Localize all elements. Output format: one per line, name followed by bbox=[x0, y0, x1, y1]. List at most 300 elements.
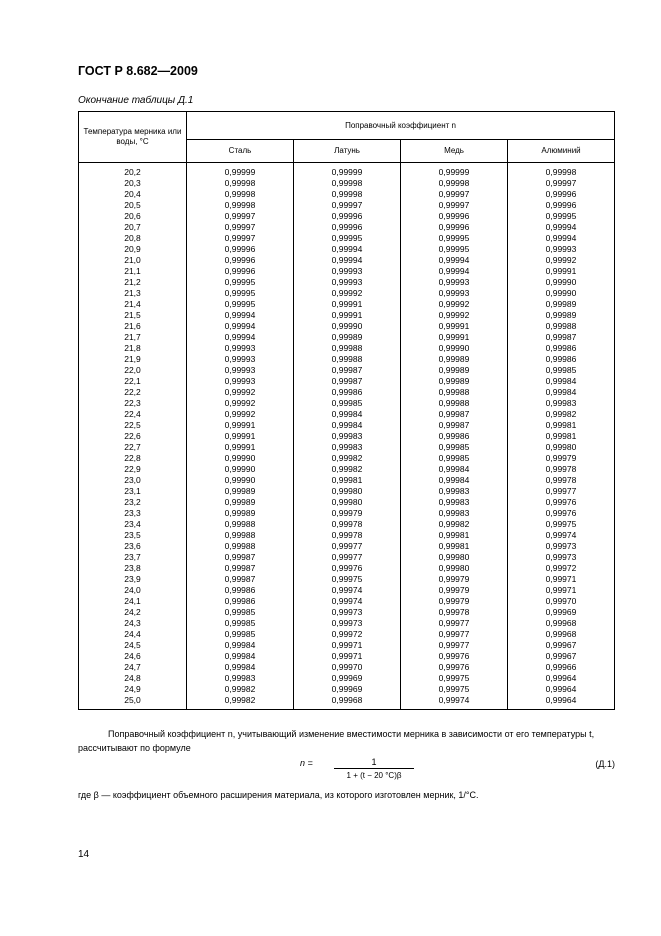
coefficient-cell: 0,99996 bbox=[187, 244, 294, 255]
coefficient-cell: 0,99981 bbox=[401, 530, 508, 541]
temperature-cell: 23,6 bbox=[79, 541, 187, 552]
coefficient-cell: 0,99989 bbox=[508, 310, 615, 321]
table-row bbox=[79, 442, 615, 453]
coefficient-cell: 0,99989 bbox=[508, 299, 615, 310]
coefficient-cell: 0,99989 bbox=[294, 332, 401, 343]
table-row bbox=[79, 310, 615, 321]
table-row bbox=[79, 178, 615, 189]
temperature-cell: 25,0 bbox=[79, 695, 187, 710]
coefficient-cell: 0,99984 bbox=[508, 376, 615, 387]
temperature-cell: 23,1 bbox=[79, 486, 187, 497]
coefficient-cell: 0,99975 bbox=[294, 574, 401, 585]
temperature-cell: 22,6 bbox=[79, 431, 187, 442]
coefficient-cell: 0,99979 bbox=[508, 453, 615, 464]
coefficient-cell: 0,99996 bbox=[401, 211, 508, 222]
coefficient-cell: 0,99989 bbox=[187, 486, 294, 497]
table-row bbox=[79, 629, 615, 640]
table-row bbox=[79, 343, 615, 354]
table-row bbox=[79, 607, 615, 618]
table-row bbox=[79, 563, 615, 574]
coefficient-cell: 0,99987 bbox=[401, 420, 508, 431]
table-row bbox=[79, 618, 615, 629]
coefficient-cell: 0,99987 bbox=[294, 376, 401, 387]
temperature-cell: 20,2 bbox=[79, 163, 187, 179]
column-header-aluminium: Алюминий bbox=[508, 139, 615, 162]
coefficient-cell: 0,99997 bbox=[508, 178, 615, 189]
coefficient-cell: 0,99988 bbox=[294, 343, 401, 354]
coefficient-cell: 0,99998 bbox=[187, 178, 294, 189]
coefficient-cell: 0,99996 bbox=[508, 200, 615, 211]
coefficient-cell: 0,99990 bbox=[187, 453, 294, 464]
coefficient-cell: 0,99978 bbox=[401, 607, 508, 618]
coefficient-cell: 0,99982 bbox=[508, 409, 615, 420]
coefficient-cell: 0,99972 bbox=[294, 629, 401, 640]
coefficient-cell: 0,99976 bbox=[401, 651, 508, 662]
table-row bbox=[79, 585, 615, 596]
coefficient-cell: 0,99977 bbox=[508, 486, 615, 497]
table-row bbox=[79, 695, 615, 710]
temperature-cell: 22,2 bbox=[79, 387, 187, 398]
temperature-cell: 21,2 bbox=[79, 277, 187, 288]
table-row bbox=[79, 651, 615, 662]
coefficient-cell: 0,99986 bbox=[187, 585, 294, 596]
coefficient-cell: 0,99971 bbox=[294, 640, 401, 651]
coefficient-cell: 0,99982 bbox=[294, 453, 401, 464]
table-row bbox=[79, 420, 615, 431]
coefficient-cell: 0,99993 bbox=[187, 343, 294, 354]
column-header-brass: Латунь bbox=[294, 139, 401, 162]
table-caption: Окончание таблицы Д.1 bbox=[78, 95, 194, 106]
temperature-cell: 22,4 bbox=[79, 409, 187, 420]
coefficient-cell: 0,99993 bbox=[401, 288, 508, 299]
coefficient-cell: 0,99980 bbox=[401, 563, 508, 574]
column-header-copper: Медь bbox=[401, 139, 508, 162]
column-header-temperature: Температура мерника или воды, °С bbox=[79, 112, 187, 163]
coefficient-cell: 0,99982 bbox=[294, 464, 401, 475]
table-row bbox=[79, 519, 615, 530]
coefficient-cell: 0,99989 bbox=[401, 376, 508, 387]
coefficient-cell: 0,99997 bbox=[187, 222, 294, 233]
coefficient-cell: 0,99986 bbox=[508, 343, 615, 354]
coefficient-cell: 0,99998 bbox=[508, 163, 615, 179]
coefficient-cell: 0,99968 bbox=[508, 618, 615, 629]
coefficient-cell: 0,99969 bbox=[508, 607, 615, 618]
coefficient-cell: 0,99996 bbox=[401, 222, 508, 233]
coefficient-cell: 0,99976 bbox=[508, 508, 615, 519]
coefficient-cell: 0,99971 bbox=[508, 585, 615, 596]
table-row bbox=[79, 497, 615, 508]
coefficient-cell: 0,99992 bbox=[187, 398, 294, 409]
coefficient-cell: 0,99984 bbox=[187, 640, 294, 651]
coefficient-cell: 0,99970 bbox=[508, 596, 615, 607]
coefficient-cell: 0,99997 bbox=[401, 200, 508, 211]
table-row bbox=[79, 288, 615, 299]
coefficient-cell: 0,99986 bbox=[401, 431, 508, 442]
coefficient-cell: 0,99987 bbox=[401, 409, 508, 420]
coefficient-cell: 0,99988 bbox=[401, 398, 508, 409]
coefficient-cell: 0,99971 bbox=[294, 651, 401, 662]
coefficient-cell: 0,99974 bbox=[294, 596, 401, 607]
coefficient-cell: 0,99979 bbox=[401, 585, 508, 596]
coefficient-cell: 0,99973 bbox=[508, 541, 615, 552]
coefficient-cell: 0,99989 bbox=[187, 508, 294, 519]
coefficient-cell: 0,99968 bbox=[294, 695, 401, 710]
coefficient-cell: 0,99992 bbox=[508, 255, 615, 266]
coefficient-cell: 0,99990 bbox=[401, 343, 508, 354]
coefficient-cell: 0,99979 bbox=[401, 574, 508, 585]
coefficient-cell: 0,99985 bbox=[401, 442, 508, 453]
coefficient-cell: 0,99985 bbox=[508, 365, 615, 376]
coefficient-cell: 0,99993 bbox=[187, 376, 294, 387]
coefficient-cell: 0,99993 bbox=[508, 244, 615, 255]
coefficient-cell: 0,99994 bbox=[187, 321, 294, 332]
coefficient-cell: 0,99968 bbox=[508, 629, 615, 640]
column-header-coefficient: Поправочный коэффициент n bbox=[187, 112, 615, 140]
coefficient-cell: 0,99989 bbox=[401, 354, 508, 365]
coefficient-cell: 0,99979 bbox=[294, 508, 401, 519]
coefficient-cell: 0,99967 bbox=[508, 640, 615, 651]
coefficient-cell: 0,99996 bbox=[187, 255, 294, 266]
coefficient-cell: 0,99996 bbox=[508, 189, 615, 200]
table-row bbox=[79, 163, 615, 179]
coefficient-cell: 0,99988 bbox=[401, 387, 508, 398]
coefficient-cell: 0,99982 bbox=[187, 695, 294, 710]
formula-intro-paragraph: Поправочный коэффициент n, учитывающий изменение вместимости мерника в зависимости от его температуры t, рассчитывают по формуле bbox=[78, 729, 595, 753]
page-number: 14 bbox=[78, 849, 90, 860]
coefficient-cell: 0,99978 bbox=[294, 530, 401, 541]
temperature-cell: 20,6 bbox=[79, 211, 187, 222]
temperature-cell: 22,1 bbox=[79, 376, 187, 387]
coefficient-cell: 0,99990 bbox=[508, 277, 615, 288]
coefficient-cell: 0,99989 bbox=[401, 365, 508, 376]
coefficient-cell: 0,99994 bbox=[508, 222, 615, 233]
coefficient-cell: 0,99999 bbox=[294, 163, 401, 179]
coefficient-cell: 0,99993 bbox=[294, 266, 401, 277]
coefficient-cell: 0,99985 bbox=[187, 618, 294, 629]
coefficient-cell: 0,99979 bbox=[401, 596, 508, 607]
temperature-cell: 22,8 bbox=[79, 453, 187, 464]
table-row bbox=[79, 541, 615, 552]
coefficient-cell: 0,99995 bbox=[401, 244, 508, 255]
coefficient-cell: 0,99999 bbox=[187, 163, 294, 179]
table-row bbox=[79, 530, 615, 541]
coefficient-cell: 0,99984 bbox=[294, 409, 401, 420]
temperature-cell: 24,8 bbox=[79, 673, 187, 684]
temperature-cell: 24,6 bbox=[79, 651, 187, 662]
table-row bbox=[79, 376, 615, 387]
coefficient-cell: 0,99996 bbox=[187, 266, 294, 277]
coefficient-cell: 0,99969 bbox=[294, 673, 401, 684]
table-row bbox=[79, 365, 615, 376]
coefficient-cell: 0,99996 bbox=[294, 211, 401, 222]
temperature-cell: 24,2 bbox=[79, 607, 187, 618]
coefficient-cell: 0,99993 bbox=[294, 277, 401, 288]
coefficient-cell: 0,99988 bbox=[508, 321, 615, 332]
coefficient-cell: 0,99970 bbox=[294, 662, 401, 673]
formula-fraction bbox=[334, 757, 414, 780]
temperature-cell: 20,9 bbox=[79, 244, 187, 255]
coefficient-cell: 0,99991 bbox=[508, 266, 615, 277]
table-row bbox=[79, 189, 615, 200]
coefficient-cell: 0,99992 bbox=[187, 409, 294, 420]
coefficient-cell: 0,99992 bbox=[401, 299, 508, 310]
temperature-cell: 21,5 bbox=[79, 310, 187, 321]
coefficient-cell: 0,99976 bbox=[294, 563, 401, 574]
coefficient-cell: 0,99985 bbox=[187, 629, 294, 640]
table-row bbox=[79, 299, 615, 310]
coefficient-cell: 0,99988 bbox=[187, 519, 294, 530]
coefficient-cell: 0,99985 bbox=[401, 453, 508, 464]
coefficient-cell: 0,99984 bbox=[187, 662, 294, 673]
coefficient-cell: 0,99990 bbox=[294, 321, 401, 332]
coefficient-cell: 0,99984 bbox=[187, 651, 294, 662]
temperature-cell: 22,0 bbox=[79, 365, 187, 376]
document-title: ГОСТ Р 8.682—2009 bbox=[78, 64, 198, 78]
temperature-cell: 21,8 bbox=[79, 343, 187, 354]
coefficient-cell: 0,99986 bbox=[508, 354, 615, 365]
table-row bbox=[79, 596, 615, 607]
coefficient-cell: 0,99967 bbox=[508, 651, 615, 662]
coefficient-cell: 0,99984 bbox=[401, 475, 508, 486]
coefficient-cell: 0,99971 bbox=[508, 574, 615, 585]
coefficient-cell: 0,99977 bbox=[294, 541, 401, 552]
coefficient-cell: 0,99964 bbox=[508, 695, 615, 710]
table-row bbox=[79, 486, 615, 497]
temperature-cell: 23,4 bbox=[79, 519, 187, 530]
coefficient-cell: 0,99996 bbox=[294, 222, 401, 233]
table-row bbox=[79, 431, 615, 442]
coefficient-cell: 0,99997 bbox=[187, 211, 294, 222]
temperature-cell: 21,3 bbox=[79, 288, 187, 299]
coefficient-cell: 0,99969 bbox=[294, 684, 401, 695]
coefficient-cell: 0,99993 bbox=[401, 277, 508, 288]
coefficient-cell: 0,99977 bbox=[401, 618, 508, 629]
coefficient-cell: 0,99994 bbox=[508, 233, 615, 244]
temperature-cell: 20,3 bbox=[79, 178, 187, 189]
table-row bbox=[79, 332, 615, 343]
beta-definition-paragraph: где β — коэффициент объемного расширения материала, из которого изготовлен мерник, 1/°С. bbox=[78, 790, 479, 800]
coefficient-cell: 0,99986 bbox=[187, 596, 294, 607]
table-row bbox=[79, 211, 615, 222]
coefficient-cell: 0,99988 bbox=[294, 354, 401, 365]
coefficient-cell: 0,99995 bbox=[187, 299, 294, 310]
coefficient-cell: 0,99995 bbox=[187, 288, 294, 299]
temperature-cell: 23,5 bbox=[79, 530, 187, 541]
formula-lhs: n = bbox=[300, 758, 313, 768]
coefficient-cell: 0,99986 bbox=[294, 387, 401, 398]
coefficient-cell: 0,99983 bbox=[401, 486, 508, 497]
coefficient-cell: 0,99994 bbox=[294, 244, 401, 255]
temperature-cell: 22,7 bbox=[79, 442, 187, 453]
coefficient-cell: 0,99992 bbox=[294, 288, 401, 299]
coefficient-cell: 0,99991 bbox=[401, 321, 508, 332]
coefficient-cell: 0,99980 bbox=[294, 497, 401, 508]
coefficient-cell: 0,99994 bbox=[294, 255, 401, 266]
coefficient-cell: 0,99973 bbox=[294, 607, 401, 618]
coefficient-cell: 0,99987 bbox=[187, 552, 294, 563]
coefficient-cell: 0,99983 bbox=[401, 497, 508, 508]
coefficient-cell: 0,99973 bbox=[294, 618, 401, 629]
temperature-cell: 23,7 bbox=[79, 552, 187, 563]
coefficient-cell: 0,99993 bbox=[187, 365, 294, 376]
coefficient-cell: 0,99982 bbox=[187, 684, 294, 695]
table-row bbox=[79, 244, 615, 255]
coefficient-cell: 0,99978 bbox=[294, 519, 401, 530]
temperature-cell: 23,9 bbox=[79, 574, 187, 585]
formula-numerator: 1 bbox=[334, 757, 414, 769]
coefficient-cell: 0,99997 bbox=[187, 233, 294, 244]
table-row bbox=[79, 255, 615, 266]
coefficient-cell: 0,99981 bbox=[401, 541, 508, 552]
coefficient-cell: 0,99981 bbox=[294, 475, 401, 486]
temperature-cell: 24,4 bbox=[79, 629, 187, 640]
coefficient-cell: 0,99976 bbox=[508, 497, 615, 508]
coefficient-cell: 0,99978 bbox=[508, 464, 615, 475]
temperature-cell: 23,8 bbox=[79, 563, 187, 574]
coefficient-cell: 0,99975 bbox=[401, 673, 508, 684]
coefficient-cell: 0,99974 bbox=[294, 585, 401, 596]
table-row bbox=[79, 475, 615, 486]
temperature-cell: 20,4 bbox=[79, 189, 187, 200]
coefficient-cell: 0,99989 bbox=[187, 497, 294, 508]
table-row bbox=[79, 233, 615, 244]
coefficient-cell: 0,99973 bbox=[508, 552, 615, 563]
coefficient-cell: 0,99995 bbox=[508, 211, 615, 222]
coefficient-cell: 0,99978 bbox=[508, 475, 615, 486]
table-row bbox=[79, 277, 615, 288]
temperature-cell: 24,0 bbox=[79, 585, 187, 596]
temperature-cell: 21,6 bbox=[79, 321, 187, 332]
table-row bbox=[79, 266, 615, 277]
temperature-cell: 23,0 bbox=[79, 475, 187, 486]
temperature-cell: 23,3 bbox=[79, 508, 187, 519]
table-row bbox=[79, 508, 615, 519]
coefficient-cell: 0,99981 bbox=[508, 431, 615, 442]
coefficient-cell: 0,99964 bbox=[508, 684, 615, 695]
coefficient-cell: 0,99990 bbox=[187, 464, 294, 475]
coefficient-cell: 0,99991 bbox=[187, 420, 294, 431]
coefficient-cell: 0,99988 bbox=[187, 541, 294, 552]
coefficient-cell: 0,99987 bbox=[294, 365, 401, 376]
coefficient-cell: 0,99991 bbox=[294, 299, 401, 310]
table-row bbox=[79, 640, 615, 651]
temperature-cell: 21,1 bbox=[79, 266, 187, 277]
coefficient-cell: 0,99977 bbox=[294, 552, 401, 563]
coefficient-cell: 0,99984 bbox=[401, 464, 508, 475]
coefficient-cell: 0,99994 bbox=[187, 332, 294, 343]
coefficient-cell: 0,99995 bbox=[401, 233, 508, 244]
formula-denominator: 1 + (t − 20 °C)β bbox=[346, 771, 402, 780]
temperature-cell: 21,7 bbox=[79, 332, 187, 343]
coefficient-cell: 0,99984 bbox=[294, 420, 401, 431]
coefficient-cell: 0,99998 bbox=[294, 189, 401, 200]
temperature-cell: 24,5 bbox=[79, 640, 187, 651]
temperature-cell: 21,4 bbox=[79, 299, 187, 310]
coefficient-cell: 0,99994 bbox=[187, 310, 294, 321]
coefficient-cell: 0,99987 bbox=[187, 563, 294, 574]
coefficient-cell: 0,99994 bbox=[401, 255, 508, 266]
coefficient-cell: 0,99998 bbox=[294, 178, 401, 189]
coefficient-cell: 0,99987 bbox=[187, 574, 294, 585]
table-row bbox=[79, 398, 615, 409]
coefficient-cell: 0,99983 bbox=[187, 673, 294, 684]
table-row bbox=[79, 453, 615, 464]
coefficient-cell: 0,99998 bbox=[187, 189, 294, 200]
table-row bbox=[79, 200, 615, 211]
coefficient-cell: 0,99998 bbox=[187, 200, 294, 211]
column-header-steel: Сталь bbox=[187, 139, 294, 162]
coefficient-cell: 0,99975 bbox=[508, 519, 615, 530]
coefficient-cell: 0,99995 bbox=[294, 233, 401, 244]
coefficient-cell: 0,99995 bbox=[187, 277, 294, 288]
coefficient-cell: 0,99997 bbox=[294, 200, 401, 211]
coefficient-cell: 0,99976 bbox=[401, 662, 508, 673]
coefficient-cell: 0,99985 bbox=[294, 398, 401, 409]
table-row bbox=[79, 552, 615, 563]
coefficient-cell: 0,99992 bbox=[187, 387, 294, 398]
table-row bbox=[79, 321, 615, 332]
coefficient-cell: 0,99983 bbox=[294, 442, 401, 453]
coefficient-cell: 0,99988 bbox=[187, 530, 294, 541]
coefficient-cell: 0,99983 bbox=[401, 508, 508, 519]
correction-coefficient-table bbox=[78, 111, 615, 710]
table-row bbox=[79, 662, 615, 673]
coefficient-cell: 0,99980 bbox=[508, 442, 615, 453]
table-row bbox=[79, 464, 615, 475]
table-row bbox=[79, 409, 615, 420]
coefficient-cell: 0,99982 bbox=[401, 519, 508, 530]
coefficient-cell: 0,99994 bbox=[401, 266, 508, 277]
coefficient-cell: 0,99964 bbox=[508, 673, 615, 684]
coefficient-cell: 0,99977 bbox=[401, 629, 508, 640]
coefficient-cell: 0,99991 bbox=[401, 332, 508, 343]
coefficient-cell: 0,99998 bbox=[401, 178, 508, 189]
coefficient-cell: 0,99991 bbox=[187, 442, 294, 453]
coefficient-cell: 0,99993 bbox=[187, 354, 294, 365]
temperature-cell: 24,3 bbox=[79, 618, 187, 629]
coefficient-cell: 0,99974 bbox=[508, 530, 615, 541]
coefficient-cell: 0,99987 bbox=[508, 332, 615, 343]
coefficient-cell: 0,99999 bbox=[401, 163, 508, 179]
table-row bbox=[79, 222, 615, 233]
table-row bbox=[79, 574, 615, 585]
coefficient-cell: 0,99984 bbox=[508, 387, 615, 398]
table-row bbox=[79, 684, 615, 695]
coefficient-cell: 0,99990 bbox=[187, 475, 294, 486]
coefficient-cell: 0,99992 bbox=[401, 310, 508, 321]
coefficient-cell: 0,99983 bbox=[294, 431, 401, 442]
table-row bbox=[79, 387, 615, 398]
table-row bbox=[79, 354, 615, 365]
coefficient-cell: 0,99991 bbox=[294, 310, 401, 321]
temperature-cell: 24,9 bbox=[79, 684, 187, 695]
coefficient-cell: 0,99983 bbox=[508, 398, 615, 409]
temperature-cell: 22,3 bbox=[79, 398, 187, 409]
temperature-cell: 21,0 bbox=[79, 255, 187, 266]
temperature-cell: 24,7 bbox=[79, 662, 187, 673]
table-row bbox=[79, 673, 615, 684]
temperature-cell: 20,7 bbox=[79, 222, 187, 233]
coefficient-cell: 0,99985 bbox=[187, 607, 294, 618]
temperature-cell: 20,8 bbox=[79, 233, 187, 244]
coefficient-cell: 0,99980 bbox=[294, 486, 401, 497]
coefficient-cell: 0,99966 bbox=[508, 662, 615, 673]
coefficient-cell: 0,99972 bbox=[508, 563, 615, 574]
coefficient-cell: 0,99991 bbox=[187, 431, 294, 442]
temperature-cell: 21,9 bbox=[79, 354, 187, 365]
formula-number: (Д.1) bbox=[595, 759, 615, 769]
table-body bbox=[79, 163, 615, 710]
